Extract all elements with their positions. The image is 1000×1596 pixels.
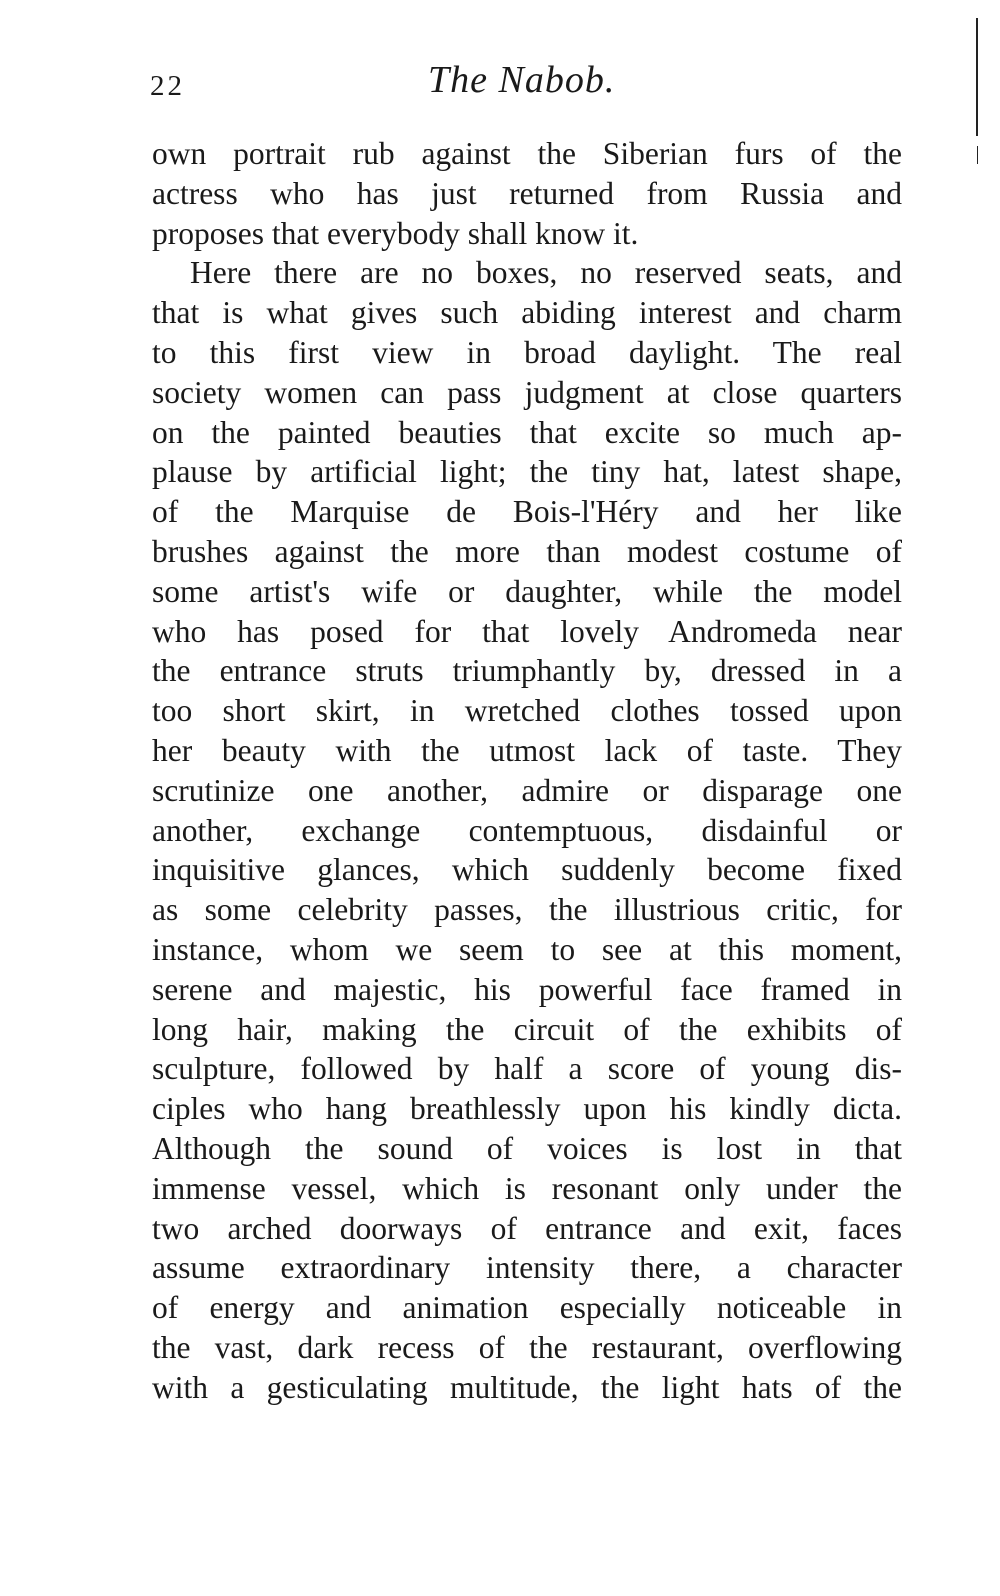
- text-line: sculpture, followed by half a score of young dis-: [152, 1051, 902, 1087]
- text-line: inquisitive glances, which suddenly become fixed: [152, 852, 902, 888]
- text-line: another, exchange contemptuous, disdainful or: [152, 812, 902, 848]
- text-line: society women can pass judgment at close quarters: [152, 374, 902, 410]
- text-line: as some celebrity passes, the illustrious critic, for: [152, 892, 902, 928]
- text-line: that is what gives such abiding interest and charm: [152, 295, 902, 331]
- text-line: long hair, making the circuit of the exhibits of: [152, 1011, 902, 1047]
- scan-edge-mark: [976, 18, 978, 136]
- scan-edge-mark: [977, 146, 978, 164]
- text-line: ciples who hang breathlessly upon his kindly dicta.: [152, 1091, 902, 1127]
- text-line: Although the sound of voices is lost in that: [152, 1130, 902, 1166]
- paragraph-start-line: Here there are no boxes, no reserved seats, and: [190, 255, 902, 291]
- text-line: the entrance struts triumphantly by, dressed in a: [152, 653, 902, 689]
- text-line: the vast, dark recess of the restaurant, overflowing: [152, 1329, 902, 1365]
- text-line: immense vessel, which is resonant only under the: [152, 1170, 902, 1206]
- text-line: serene and majestic, his powerful face framed in: [152, 971, 902, 1007]
- text-line: proposes that everybody shall know it.: [152, 215, 639, 251]
- text-line: actress who has just returned from Russia and: [152, 175, 902, 211]
- text-line: her beauty with the utmost lack of taste. They: [152, 732, 902, 768]
- text-line: scrutinize one another, admire or disparage one: [152, 772, 902, 808]
- page-header: [150, 58, 910, 108]
- page-number: 22: [150, 70, 185, 102]
- text-line: of the Marquise de Bois-l'Héry and her like: [152, 494, 902, 530]
- text-line: too short skirt, in wretched clothes tossed upon: [152, 693, 902, 729]
- text-line: who has posed for that lovely Andromeda near: [152, 613, 902, 649]
- text-line: plause by artificial light; the tiny hat, latest shape,: [152, 454, 902, 490]
- text-line: brushes against the more than modest costume of: [152, 533, 902, 569]
- text-line: on the painted beauties that excite so much ap-: [152, 414, 902, 450]
- text-line: of energy and animation especially noticeable in: [152, 1290, 902, 1326]
- text-line: to this first view in broad daylight. The real: [152, 334, 902, 370]
- text-line: assume extraordinary intensity there, a character: [152, 1250, 902, 1286]
- text-line: some artist's wife or daughter, while the model: [152, 573, 902, 609]
- text-line: instance, whom we seem to see at this moment,: [152, 931, 902, 967]
- text-line: two arched doorways of entrance and exit, faces: [152, 1210, 902, 1246]
- running-title: The Nabob.: [428, 59, 616, 101]
- body-text: [152, 134, 902, 1408]
- text-line: with a gesticulating multitude, the light hats of the: [152, 1369, 902, 1405]
- text-line: own portrait rub against the Siberian furs of the: [152, 136, 902, 171]
